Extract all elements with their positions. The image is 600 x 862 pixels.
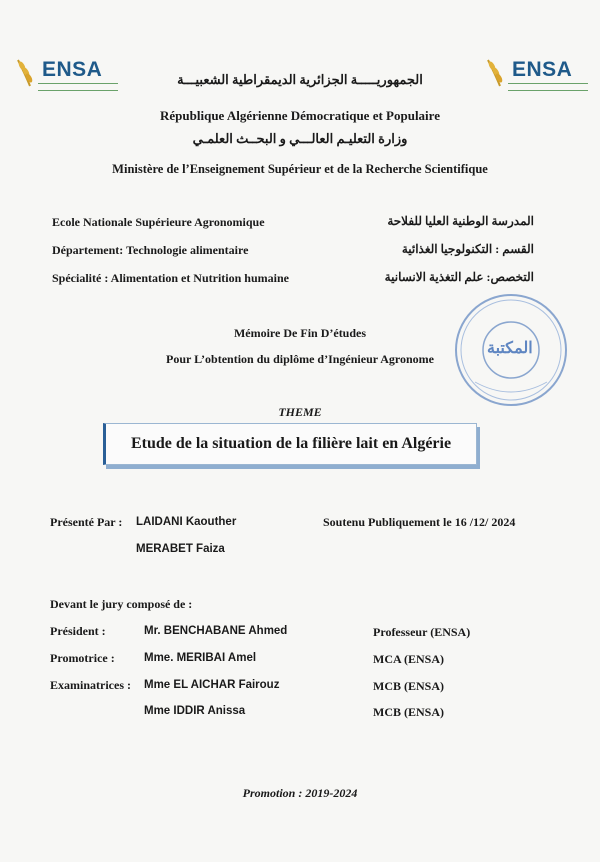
stamp-text: المكتبة (487, 340, 533, 357)
jury-title: MCA (ENSA) (373, 652, 444, 666)
author-1: LAIDANI Kaouther (136, 516, 237, 528)
jury-title: MCB (ENSA) (373, 705, 444, 719)
jury-title: Professeur (ENSA) (373, 625, 471, 639)
theme-box (103, 423, 477, 465)
ministry-arabic: وزارة التعليـم العالـــي و البحــث العلمـي (192, 131, 408, 146)
republic-french: République Algérienne Démocratique et Populaire (160, 108, 440, 123)
jury-name: Mr. BENCHABANE Ahmed (144, 625, 288, 637)
jury-intro: Devant le jury composé de : (50, 597, 193, 611)
jury-role: Promotrice : (50, 651, 115, 665)
republic-arabic: الجمهوريـــــة الجزائرية الديمقراطية الشعبيـــة (177, 72, 423, 87)
school-french: Ecole Nationale Supérieure Agronomique (52, 215, 265, 229)
jury-name: Mme IDDIR Anissa (144, 705, 246, 717)
department-arabic: القسم : التكنولوجيا الغذائية (401, 242, 534, 256)
memoire-subtitle: Pour L’obtention du diplôme d’Ingénieur Agronome (166, 352, 434, 366)
theme-title: Etude de la situation de la filière lait en Algérie (130, 435, 452, 452)
specialty-arabic: التخصص: علم التغذية الانسانية (384, 270, 534, 284)
jury-role: Président : (50, 624, 106, 638)
library-stamp (453, 292, 569, 408)
ministry-french: Ministère de l’Enseignement Supérieur et de la Recherche Scientifique (112, 162, 488, 176)
theme-label: THEME (278, 405, 322, 419)
jury-name: Mme. MERIBAI Amel (144, 652, 257, 664)
jury-title: MCB (ENSA) (373, 679, 444, 693)
specialty-french: Spécialité : Alimentation et Nutrition humaine (52, 271, 289, 285)
defense-date: Soutenu Publiquement le 16 /12/ 2024 (323, 515, 516, 529)
presented-by-label: Présenté Par : (50, 515, 123, 529)
promotion: Promotion : 2019-2024 (242, 786, 358, 800)
jury-role: Examinatrices : (50, 678, 131, 692)
jury-name: Mme EL AICHAR Fairouz (144, 679, 280, 691)
logo-text: ENSA (512, 58, 573, 81)
memoire-title: Mémoire De Fin D’études (233, 326, 367, 340)
school-arabic: المدرسة الوطنية العليا للفلاحة (387, 214, 534, 228)
logo-text: ENSA (42, 58, 103, 81)
author-2: MERABET Faiza (136, 543, 225, 555)
department-french: Département: Technologie alimentaire (52, 243, 249, 257)
